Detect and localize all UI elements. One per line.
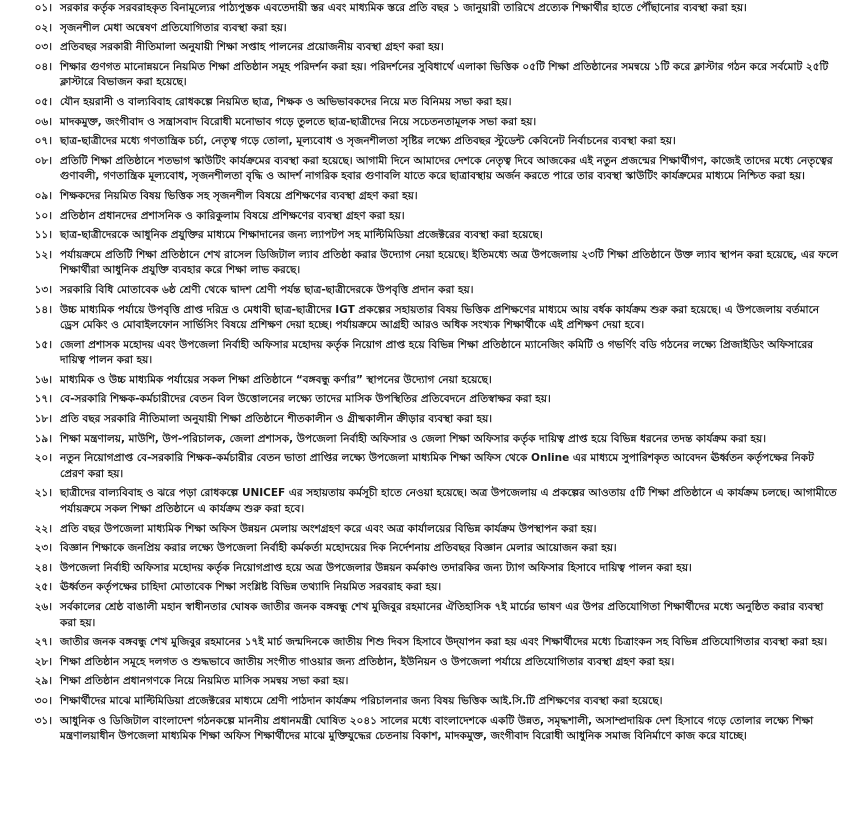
item-text: শিক্ষা প্রতিষ্ঠান প্রধানগণকে নিয়ে নিয়মিত মাসিক সমন্বয় সভা করা হয়। — [60, 675, 349, 688]
list-item — [12, 115, 840, 131]
item-number: ১২। — [34, 248, 52, 261]
item-text: জেলা প্রশাসক মহোদয় এবং উপজেলা নির্বাহী অফিসার মহোদয় কর্তৃক নিয়োগ প্রাপ্ত হয়ে বিভিন্ন শিক্ষা প্রতিষ্ঠানে ম্যানেজিং কমিটি ও গভর্ণিং বডি গঠনের লক্ষ্যে প্রিজাইডিং অফিসারের দায়িত্ব পালন করা হয়। — [60, 338, 814, 367]
item-number: ২৬। — [34, 601, 52, 613]
item-text: জাতীর জনক বঙ্গবন্ধু শেখ মুজিবুর রহমানের ১৭ই মার্চ জন্মদিনকে জাতীয় শিশু দিবস হিসাবে উদ্‌যাপন করা হয় এবং শিক্ষার্থীদের মধ্যে চিত্রাংকন সহ বিভিন্ন প্রতিযোগিতার ব্যবস্থা করা হয়। — [60, 636, 828, 649]
item-text: উপজেলা নির্বাহী অফিসার মহোদয় কর্তৃক নিয়োগপ্রাপ্ত হয়ে অত্র উপজেলার উন্নয়ন কর্মকাণ্ড তদারকির জন্য ট্যাগ অফিসার হিসাবে দায়িত্ব পালন করা হয়। — [60, 561, 692, 574]
list-item — [12, 40, 840, 56]
list-item — [12, 134, 840, 150]
item-text: যৌন হয়রানী ও বাল্যবিবাহ রোধকল্পে নিয়মিত ছাত্র, শিক্ষক ও অভিভাবকদের নিয়ে মত বিনিময় সভা করা হয়। — [60, 95, 512, 108]
item-number: ০৮। — [34, 154, 52, 167]
item-text: ঊর্ধ্বতন কর্তৃপক্ষের চাহিদা মোতাবেক শিক্ষা সংশ্লিষ্ট বিভিন্ন তথ্যাদি নিয়মিত সরবরাহ করা হয়। — [60, 581, 442, 594]
item-number: ২৯। — [34, 675, 52, 688]
item-text: প্রতি বছর উপজেলা মাধ্যমিক শিক্ষা অফিস উন্নয়ন মেলায় অংশগ্রহণ করে এবং অত্র কার্যালয়ের বিভিন্ন কার্যক্রম উপস্থাপন করা হয়। — [60, 522, 597, 535]
list-item — [12, 283, 840, 299]
item-number: ১৪। — [34, 303, 52, 316]
item-text: মাদকমুক্ত, জংগীবাদ ও সন্ত্রাসবাদ বিরোধী মনোভাব গড়ে তুলতে ছাত্র-ছাত্রীদের নিয়ে সচেতনতামূলক সভা করা হয়। — [60, 115, 537, 128]
list-item — [12, 635, 840, 651]
list-item — [12, 600, 840, 631]
list-item — [12, 209, 840, 225]
item-text: আধুনিক ও ডিজিটাল বাংলাদেশ গঠনকল্পে মাননীয় প্রধানমন্ত্রী ঘোষিত ২০৪১ সালের মধ্যে বাংলাদেশকে একটি উন্নত, সমৃদ্ধশালী, অসাম্প্রদায়িক দেশ হিসাবে গড়ে তোলার লক্ষ্যে শিক্ষা মন্ত্রণালয়াধীন উপজেলা মাধ্যমিক শিক্ষা অফিস শিক্ষার্থীদের মাঝে মুক্তিযুদ্ধের চেতনায় বিকাশ, মাদকমুক্ত, জংগীবাদ বিরোধী আধুনিক সমাজ বিনির্মাণে কাজ করে যাচ্ছে। — [60, 714, 814, 743]
item-number: ২২। — [34, 522, 52, 535]
item-text: পর্যায়ক্রমে প্রতিটি শিক্ষা প্রতিষ্ঠানে শেখ রাসেল ডিজিটাল ল্যাব প্রতিষ্ঠা করার উদ্যোগ নেয়া হয়েছে। ইতিমধ্যে অত্র উপজেলায় ২৩টি শিক্ষা প্রতিষ্ঠানে উক্ত ল্যাব স্থাপন করা হয়েছে, এর ফলে শিক্ষার্থীরা আধুনিক প্রযুক্তি ব্যবহার করে শিক্ষা লাভ করছে। — [60, 248, 839, 277]
item-text: নতুন নিয়োগপ্রাপ্ত বে-সরকারি শিক্ষক-কর্মচারীর বেতন ভাতা প্রাপ্তির লক্ষ্যে উপজেলা মাধ্যমিক শিক্ষা অফিস থেকে Online এর মাধ্যমে সুপারিশকৃত আবেদন ঊর্ধ্বতন কর্তৃপক্ষের নিকট প্রেরণ করা হয়। — [60, 452, 814, 480]
item-number: ০৭। — [34, 135, 52, 148]
item-text: শিক্ষার্থীদের মাঝে মাল্টিমিডিয়া প্রজেক্টরের মাধ্যমে শ্রেণী পাঠদান কার্যক্রম পরিচালনার জন্য বিষয় ভিত্তিক আই.সি.টি প্রশিক্ষণের ব্যবস্থা করা হয়েছে। — [60, 694, 663, 707]
item-number: ০৩। — [34, 41, 52, 54]
item-text: প্রতিষ্ঠান প্রধানদের প্রশাসনিক ও কারিকুলাম বিষয়ে প্রশিক্ষণের ব্যবস্থা গ্রহণ করা হয়। — [60, 209, 405, 222]
list-item — [12, 248, 840, 279]
item-number: ০৪। — [34, 60, 52, 73]
item-text: সৃজনশীল মেধা অন্বেষণ প্রতিযোগিতার ব্যবস্থা করা হয়। — [60, 21, 287, 34]
activity-list — [12, 1, 840, 745]
item-number: ১৯। — [34, 432, 52, 445]
item-text: ছাত্র-ছাত্রীদেরকে আধুনিক প্রযুক্তির মাধ্যমে শিক্ষাদানের জন্য ল্যাপটপ সহ মাল্টিমিডিয়া প্রজেক্টরের ব্যবস্থা করা হয়েছে। — [60, 229, 543, 242]
item-text: শিক্ষা মন্ত্রণালয়, মাউশি, উপ-পরিচালক, জেলা প্রশাসক, উপজেলা নির্বাহী অফিসার ও জেলা শিক্ষা অফিসার কর্তৃক দায়িত্ব প্রাপ্ত হয়ে বিভিন্ন ধরনের তদন্ত কার্যক্রম করা হয়। — [60, 432, 766, 445]
list-item — [12, 674, 840, 690]
list-item — [12, 338, 840, 369]
item-number: ১৫। — [34, 338, 52, 351]
item-text: সরকার কর্তৃক সরবরাহকৃত বিনামূল্যের পাঠ্যপুস্তক এবতেদায়ী স্তর এবং মাধ্যমিক স্তরে প্রতি বছর ১ জানুয়ারী তারিখে প্রত্যেক শিক্ষার্থীর হাতে পৌঁছানোর ব্যবস্থা করা হয়। — [60, 2, 747, 14]
item-text: প্রতিটি শিক্ষা প্রতিষ্ঠানে শতভাগ স্কাউটিং কার্যক্রমের ব্যবস্থা করা হয়েছে। আগামী দিনে আমাদের দেশকে নেতৃত্ব দিবে আজকের এই নতুন প্রজন্মের শিক্ষার্থীগণ, কাজেই তাদের মধ্যে নেতৃত্বের গুণাবলী, গণতান্ত্রিক মূল্যবোধ, সৃজনশীলতা বৃদ্ধি ও আদর্শ নাগরিক হবার গুণাবলি যাতে করে ছাত্রাবস্থায় অর্জন করতে পারে তার ব্যবস্থা স্কাউটিং কার্যক্রমের মাধ্যমে নিশ্চিত করা হয়। — [60, 154, 833, 183]
list-item — [12, 541, 840, 557]
list-item — [12, 486, 840, 517]
item-text: শিক্ষা প্রতিষ্ঠান সমূহে দলগত ও শুদ্ধভাবে জাতীয় সংগীত গাওয়ার জন্য প্রতিষ্ঠান, ইউনিয়ন ও উপজেলা পর্যায়ে প্রতিযোগিতার ব্যবস্থা গ্রহণ করা হয়। — [60, 655, 675, 668]
item-number: ১১। — [34, 229, 52, 242]
item-text: ছাত্রীদের বাল্যবিবাহ ও ঝরে পড়া রোধকল্পে UNICEF এর সহায়তায় কর্মসূচী হাতে নেওয়া হয়েছে। অত্র উপজেলায় এ প্রকল্পের আওতায় ৫টি শিক্ষা প্রতিষ্ঠানে এ কার্যক্রম চলছে। আগামীতে পর্যায়ক্রমে সকল শিক্ষা প্রতিষ্ঠানে এ কার্যক্রম শুরু করা হবে। — [60, 487, 837, 516]
list-item — [12, 21, 840, 37]
item-text: প্রতিবছর সরকারী নীতিমালা অনুযায়ী শিক্ষা সপ্তাহ পালনের প্রয়োজনীয় ব্যবস্থা গ্রহণ করা হয়। — [60, 41, 444, 54]
list-item — [12, 189, 840, 205]
item-text: সর্বকালের শ্রেষ্ঠ বাঙালী মহান স্বাধীনতার ঘোষক জাতীর জনক বঙ্গবন্ধু শেখ মুজিবুর রহমানের ঐতিহাসিক ৭ই মার্চের ভাষণ এর উপর প্রতিযোগিতা শিক্ষার্থীদের মধ্যে অনুষ্ঠিত করার ব্যবস্থা করা হয়। — [60, 601, 824, 629]
list-item — [12, 655, 840, 671]
list-item — [12, 60, 840, 91]
list-item — [12, 228, 840, 244]
item-number: ৩১। — [34, 714, 52, 727]
item-number: ২৫। — [34, 581, 52, 594]
item-number: ১৭। — [34, 393, 52, 406]
item-number: ০৫। — [34, 95, 52, 108]
item-text: বে-সরকারি শিক্ষক-কর্মচারীদের বেতন বিল উত্তোলনের লক্ষ্যে তাদের মাসিক উপস্থিতির প্রতিবেদনে প্রতিস্বাক্ষর করা হয়। — [60, 393, 551, 406]
item-text: উচ্চ মাধ্যমিক পর্যায়ে উপবৃত্তি প্রাপ্ত দরিদ্র ও মেধাবী ছাত্র-ছাত্রীদের IGT প্রকল্পের সহায়তার বিষয় ভিত্তিক প্রশিক্ষণের মাধ্যমে আয় বর্ধক কার্যক্রম শুরু করা হয়েছে। এ উপজেলায় বর্তমানে ড্রেস মেকিং ও মোবাইলফোন সার্ভিসিং বিষয়ে প্রশিক্ষণ দেয়া হচ্ছে। পর্যায়ক্রমে আগ্রহী আরও অধিক সংখ্যক শিক্ষার্থীকে এই প্রশিক্ষণ দেয়া হবে। — [60, 303, 820, 332]
list-item — [12, 154, 840, 185]
item-number: ২৭। — [34, 636, 52, 649]
list-item — [12, 412, 840, 428]
item-text: শিক্ষার গুণগত মানোন্নয়নে নিয়মিত শিক্ষা প্রতিষ্ঠান সমূহ পরিদর্শন করা হয়। পরিদর্শনের সুবিধার্থে এলাকা ভিত্তিক ০৫টি শিক্ষা প্রতিষ্ঠানের সমন্বয়ে ১টি করে ক্লাস্টার গঠন করে সর্বমোট ২৫টি ক্লাস্টারে বিভাজন করা হয়েছে। — [60, 60, 829, 89]
list-item — [12, 432, 840, 448]
item-number: ২৩। — [34, 542, 52, 555]
item-text: ছাত্র-ছাত্রীদের মধ্যে গণতান্ত্রিক চর্চা, নেতৃত্ব গড়ে তোলা, মূল্যবোধ ও সৃজনশীলতা সৃষ্টির লক্ষ্যে প্রতিবছর স্টুডেন্ট কেবিনেট নির্বাচনের ব্যবস্থা করা হয়। — [60, 135, 676, 148]
list-item — [12, 1, 840, 17]
item-number: ২৮। — [34, 655, 52, 668]
item-number: ০৯। — [34, 189, 52, 202]
list-item — [12, 303, 840, 334]
item-number: ১৬। — [34, 373, 52, 386]
list-item — [12, 561, 840, 577]
list-item — [12, 392, 840, 408]
item-number: ২১। — [34, 487, 52, 500]
item-number: ২০। — [34, 452, 52, 465]
item-text: শিক্ষকদের নিয়মিত বিষয় ভিত্তিক সহ সৃজনশীল বিষয়ে প্রশিক্ষণের ব্যবস্থা গ্রহণ করা হয়। — [60, 189, 418, 202]
item-text: বিজ্ঞান শিক্ষাকে জনপ্রিয় করার লক্ষ্যে উপজেলা নির্বাহী কর্মকর্তা মহোদয়ের দিক নির্দেশনায় প্রতিবছর বিজ্ঞান মেলার আয়োজন করা হয়। — [60, 542, 617, 555]
list-item — [12, 373, 840, 389]
item-number: ০২। — [34, 21, 52, 34]
item-number: ৩০। — [34, 694, 52, 707]
item-number: ০১। — [34, 2, 52, 14]
item-number: ১৮। — [34, 413, 52, 426]
item-number: ২৪। — [34, 561, 52, 574]
item-number: ০৬। — [34, 115, 52, 128]
list-item — [12, 451, 840, 482]
list-item — [12, 522, 840, 538]
item-number: ১৩। — [34, 283, 52, 296]
list-item — [12, 714, 840, 745]
item-text: সরকারি বিধি মোতাবেক ৬ষ্ঠ শ্রেণী থেকে দ্বাদশ শ্রেণী পর্যন্ত ছাত্র-ছাত্রীদেরকে উপবৃত্তি প্রদান করা হয়। — [60, 283, 474, 296]
item-number: ১০। — [34, 209, 52, 222]
item-text: প্রতি বছর সরকারি নীতিমালা অনুযায়ী শিক্ষা প্রতিষ্ঠানে শীতকালীন ও গ্রীষ্মকালীন ক্রীড়ার ব্যবস্থা করা হয়। — [60, 413, 493, 426]
list-item — [12, 694, 840, 710]
list-item — [12, 95, 840, 111]
item-text: মাধ্যমিক ও উচ্চ মাধ্যমিক পর্যায়ের সকল শিক্ষা প্রতিষ্ঠানে “বঙ্গবন্ধু কর্ণার” স্থাপনের উদ্যোগ নেয়া হয়েছে। — [60, 373, 492, 386]
list-item — [12, 580, 840, 596]
